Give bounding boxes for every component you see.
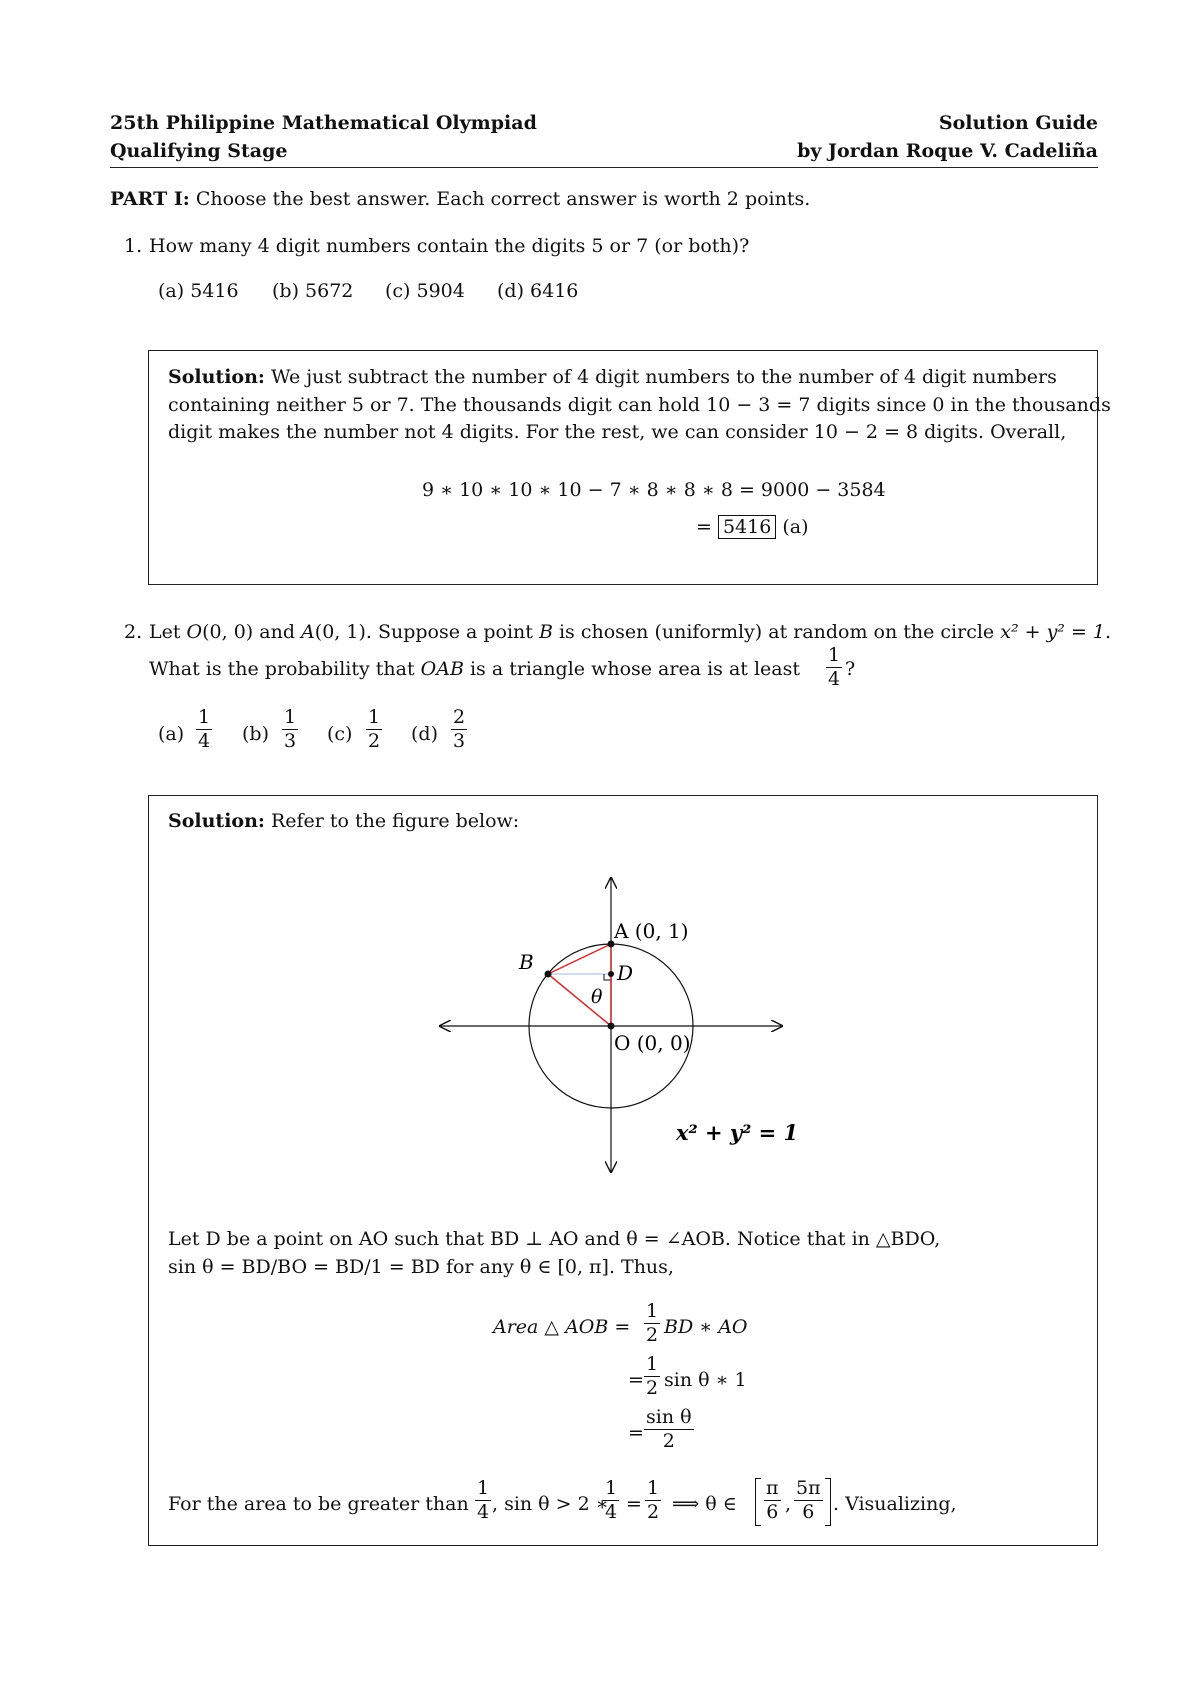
q2-chosen: is chosen (uniformly) at random on the circle	[558, 621, 995, 643]
final-fraction-3: $\frac{1}{2}$	[647, 1477, 660, 1523]
final-fraction-1: $\frac{1}{4}$	[477, 1477, 490, 1523]
q2-line1	[149, 621, 1111, 643]
q1-solution-label: Solution:	[168, 366, 265, 388]
q2-para1-line2: sin θ = BD/BO = BD/1 = BD for any θ ∈ [0, π]. Thus,	[168, 1256, 674, 1278]
q2-area-text: is a triangle whose area is at least	[469, 658, 800, 680]
label-o: O (0, 0)	[614, 1031, 691, 1055]
q1-answer-choice: (a)	[782, 516, 809, 538]
final-text-e: . Visualizing,	[833, 1493, 957, 1515]
q1-eq2-equals: =	[696, 516, 712, 538]
area-row1-fraction: $\frac{1}{2}$	[646, 1300, 659, 1346]
q1-solution-text1: We just subtract the number of 4 digit numbers to the number of 4 digit numbers	[270, 366, 1057, 388]
q2-choice-b-fraction: $\frac{1}{3}$	[284, 706, 297, 752]
q2-point-b: B	[538, 621, 553, 643]
q1-solution-line3: digit makes the number not 4 digits. For the rest, we can consider 10 − 2 = 8 digits. Overall,	[168, 421, 1067, 443]
q2-question-mark: ?	[845, 658, 856, 680]
q2-quarter-fraction: $\frac{1}{4}$	[828, 644, 841, 690]
q2-choice-d-fraction: $\frac{2}{3}$	[453, 706, 466, 752]
q2-point-o: O	[186, 621, 203, 643]
final-text-d: ⟹ θ ∈	[672, 1493, 737, 1515]
q2-choice-a-fraction: $\frac{1}{4}$	[198, 706, 211, 752]
q2-para1-line1: Let D be a point on AO such that BD ⊥ AO and θ = ∠AOB. Notice that in △BDO,	[168, 1228, 941, 1250]
q1-boxed-answer: 5416	[718, 515, 776, 539]
q1-solution-line2: containing neither 5 or 7. The thousands digit can hold 10 − 3 = 7 digits since 0 in the thousands	[168, 394, 1111, 416]
label-theta: θ	[591, 986, 603, 1008]
q2-and: and	[259, 621, 295, 643]
q1-equation-2	[696, 516, 809, 538]
q2-probability-text: What is the probability that	[149, 658, 415, 680]
final-fraction-2: $\frac{1}{4}$	[605, 1477, 618, 1523]
area-row2-rest: sin θ ∗ 1	[664, 1369, 747, 1391]
final-fraction-5: $\frac{5\pi}{6}$	[796, 1477, 821, 1523]
q2-point-o-coords: (0, 0)	[202, 621, 254, 643]
q1-number: 1.	[124, 235, 143, 257]
q2-solution-intro	[168, 810, 519, 832]
header-stage: Qualifying Stage	[110, 140, 288, 162]
q2-choice-b-label: (b)	[242, 723, 269, 745]
header-rule	[110, 167, 1098, 168]
q2-number: 2.	[124, 621, 143, 643]
label-b: B	[519, 950, 534, 974]
q1-text: How many 4 digit numbers contain the digits 5 or 7 (or both)?	[149, 235, 750, 257]
q1-choice-c: (c) 5904	[385, 280, 465, 302]
final-right-bracket	[825, 1478, 831, 1526]
final-fraction-4: $\frac{\pi}{6}$	[766, 1477, 779, 1523]
area-row2-equals: =	[628, 1369, 644, 1391]
q2-choice-d-label: (d)	[411, 723, 438, 745]
header-guide: Solution Guide	[938, 112, 1098, 134]
q1-choice-a: (a) 5416	[158, 280, 239, 302]
area-row3-fraction: $\frac{\text{sin θ}}{2}$	[646, 1406, 692, 1452]
q2-line2	[149, 658, 800, 680]
q2-circle-equation: x² + y² = 1.	[1000, 621, 1112, 643]
label-d: D	[617, 961, 634, 985]
q2-choice-c-fraction: $\frac{1}{2}$	[368, 706, 381, 752]
area-row2-fraction: $\frac{1}{2}$	[646, 1353, 659, 1399]
label-a: A (0, 1)	[614, 919, 689, 943]
part-label: PART I:	[110, 188, 190, 210]
q2-solution-box	[148, 795, 1098, 1546]
header-competition: 25th Philippine Mathematical Olympiad	[110, 112, 537, 134]
final-text-a: For the area to be greater than	[168, 1493, 469, 1515]
q2-let: Let	[149, 621, 181, 643]
area-row1-rest: BD ∗ AO	[664, 1316, 748, 1338]
q1-choice-b: (b) 5672	[272, 280, 354, 302]
part-instructions	[110, 188, 810, 210]
q2-point-a: A	[301, 621, 315, 643]
q2-solution-label: Solution:	[168, 810, 265, 832]
q2-solution-intro-text: Refer to the figure below:	[270, 810, 520, 832]
area-row3-equals: =	[628, 1422, 644, 1444]
final-text-c: =	[626, 1493, 642, 1515]
q2-choice-c-label: (c)	[327, 723, 353, 745]
final-left-bracket	[755, 1478, 761, 1526]
area-lhs: Area △ AOB =	[493, 1316, 631, 1338]
figure-circle-equation: x² + y² = 1	[676, 1120, 799, 1145]
q1-equation-1: 9 ∗ 10 ∗ 10 ∗ 10 − 7 ∗ 8 ∗ 8 ∗ 8 = 9000 − 3584	[422, 479, 886, 501]
part-text: Choose the best answer. Each correct answer is worth 2 points.	[195, 188, 811, 210]
q2-choice-a-label: (a)	[158, 723, 185, 745]
q2-triangle-oab: OAB	[420, 658, 464, 680]
header-author: by Jordan Roque V. Cadeliña	[797, 140, 1098, 162]
final-text-b: , sin θ > 2 ∗	[492, 1493, 609, 1515]
q1-solution-line1	[168, 366, 1057, 388]
q2-point-a-coords: (0, 1).	[314, 621, 372, 643]
final-comma: ,	[785, 1493, 792, 1515]
q1-choice-d: (d) 6416	[497, 280, 579, 302]
q2-suppose: Suppose a point	[377, 621, 533, 643]
